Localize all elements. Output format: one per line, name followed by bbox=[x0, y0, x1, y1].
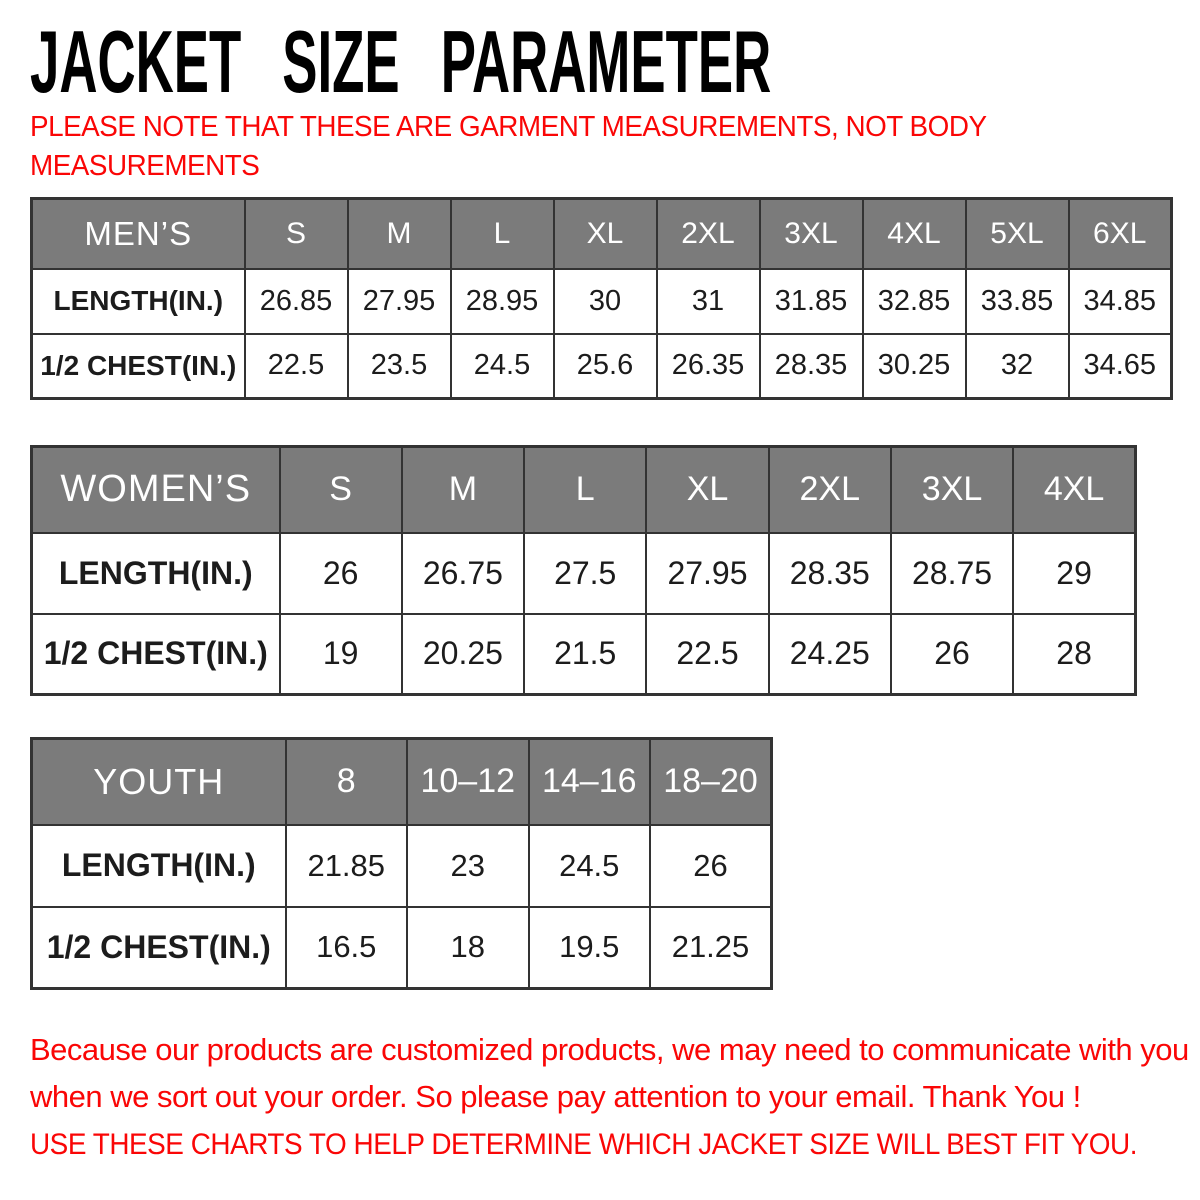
mens-size-header-cell: 5XL bbox=[966, 199, 1069, 269]
mens-value-cell: 31 bbox=[657, 269, 760, 334]
mens-value-cell: 27.95 bbox=[348, 269, 451, 334]
womens-size-table bbox=[30, 445, 1137, 696]
womens-value-cell: 21.5 bbox=[524, 614, 646, 695]
youth-size-header-cell: 18–20 bbox=[650, 739, 772, 825]
womens-value-cell: 28.75 bbox=[891, 533, 1013, 614]
womens-table bbox=[30, 445, 1137, 696]
mens-size-header-cell: L bbox=[451, 199, 554, 269]
youth-size-header-cell: 10–12 bbox=[407, 739, 529, 825]
womens-value-cell: 24.25 bbox=[769, 614, 891, 695]
mens-value-cell: 30.25 bbox=[863, 334, 966, 399]
womens-value-cell: 20.25 bbox=[402, 614, 524, 695]
mens-value-cell: 28.95 bbox=[451, 269, 554, 334]
youth-value-cell: 16.5 bbox=[286, 907, 408, 989]
mens-size-header-cell: 6XL bbox=[1069, 199, 1172, 269]
page-title: JACKET SIZE PARAMETER bbox=[30, 12, 772, 111]
mens-size-header-cell: 4XL bbox=[863, 199, 966, 269]
womens-value-cell: 26 bbox=[891, 614, 1013, 695]
garment-measurement-note bbox=[30, 108, 987, 186]
womens-size-header-cell: 3XL bbox=[891, 447, 1013, 533]
youth-size-header-cell: 8 bbox=[286, 739, 408, 825]
youth-value-cell: 18 bbox=[407, 907, 529, 989]
womens-size-header-cell: L bbox=[524, 447, 646, 533]
garment-measurement-note-line-1: PLEASE NOTE THAT THESE ARE GARMENT MEASUREMENTS, NOT BODY bbox=[30, 111, 987, 143]
womens-row-label-cell: 1/2 CHEST(IN.) bbox=[32, 614, 280, 695]
womens-value-cell: 28 bbox=[1013, 614, 1135, 695]
womens-value-cell: 26 bbox=[280, 533, 402, 614]
mens-value-cell: 25.6 bbox=[554, 334, 657, 399]
mens-size-table bbox=[30, 197, 1173, 400]
womens-value-cell: 22.5 bbox=[646, 614, 768, 695]
womens-value-cell: 29 bbox=[1013, 533, 1135, 614]
womens-value-cell: 27.5 bbox=[524, 533, 646, 614]
womens-size-header-cell: 4XL bbox=[1013, 447, 1135, 533]
womens-value-cell: 26.75 bbox=[402, 533, 524, 614]
mens-value-cell: 34.65 bbox=[1069, 334, 1172, 399]
mens-value-cell: 22.5 bbox=[245, 334, 348, 399]
womens-size-header-cell: M bbox=[402, 447, 524, 533]
mens-size-header-cell: M bbox=[348, 199, 451, 269]
mens-value-cell: 26.85 bbox=[245, 269, 348, 334]
mens-value-cell: 34.85 bbox=[1069, 269, 1172, 334]
womens-value-cell: 19 bbox=[280, 614, 402, 695]
youth-value-cell: 21.85 bbox=[286, 825, 408, 907]
youth-table bbox=[30, 737, 773, 990]
mens-value-cell: 32 bbox=[966, 334, 1069, 399]
customization-notice-line-2: when we sort out your order. So please pay attention to your email. Thank You ! bbox=[30, 1079, 1081, 1114]
youth-measurement-row bbox=[32, 907, 772, 989]
womens-category-header-cell: WOMEN’S bbox=[32, 447, 280, 533]
mens-size-header-cell: 2XL bbox=[657, 199, 760, 269]
mens-value-cell: 24.5 bbox=[451, 334, 554, 399]
youth-row-label-cell: 1/2 CHEST(IN.) bbox=[32, 907, 286, 989]
fit-advice-text: USE THESE CHARTS TO HELP DETERMINE WHICH JACKET SIZE WILL BEST FIT YOU. bbox=[30, 1128, 1138, 1161]
mens-value-cell: 28.35 bbox=[760, 334, 863, 399]
mens-size-header-cell: XL bbox=[554, 199, 657, 269]
mens-table bbox=[30, 197, 1173, 400]
youth-header-row bbox=[32, 739, 772, 825]
womens-value-cell: 27.95 bbox=[646, 533, 768, 614]
youth-measurement-row bbox=[32, 825, 772, 907]
youth-row-label-cell: LENGTH(IN.) bbox=[32, 825, 286, 907]
mens-size-header-cell: S bbox=[245, 199, 348, 269]
youth-value-cell: 19.5 bbox=[529, 907, 651, 989]
youth-value-cell: 26 bbox=[650, 825, 772, 907]
youth-value-cell: 23 bbox=[407, 825, 529, 907]
youth-value-cell: 24.5 bbox=[529, 825, 651, 907]
womens-size-header-cell: 2XL bbox=[769, 447, 891, 533]
womens-size-header-cell: XL bbox=[646, 447, 768, 533]
mens-header-row bbox=[32, 199, 1172, 269]
womens-measurement-row bbox=[32, 533, 1136, 614]
mens-value-cell: 31.85 bbox=[760, 269, 863, 334]
womens-value-cell: 28.35 bbox=[769, 533, 891, 614]
mens-value-cell: 23.5 bbox=[348, 334, 451, 399]
mens-row-label-cell: 1/2 CHEST(IN.) bbox=[32, 334, 245, 399]
mens-row-label-cell: LENGTH(IN.) bbox=[32, 269, 245, 334]
youth-size-table bbox=[30, 737, 773, 990]
mens-value-cell: 30 bbox=[554, 269, 657, 334]
youth-value-cell: 21.25 bbox=[650, 907, 772, 989]
mens-measurement-row bbox=[32, 269, 1172, 334]
garment-measurement-note-line-2: MEASUREMENTS bbox=[30, 150, 260, 182]
womens-measurement-row bbox=[32, 614, 1136, 695]
mens-value-cell: 32.85 bbox=[863, 269, 966, 334]
mens-value-cell: 33.85 bbox=[966, 269, 1069, 334]
youth-category-header-cell: YOUTH bbox=[32, 739, 286, 825]
womens-size-header-cell: S bbox=[280, 447, 402, 533]
womens-header-row bbox=[32, 447, 1136, 533]
customization-notice bbox=[30, 1026, 1189, 1120]
youth-size-header-cell: 14–16 bbox=[529, 739, 651, 825]
mens-size-header-cell: 3XL bbox=[760, 199, 863, 269]
mens-measurement-row bbox=[32, 334, 1172, 399]
mens-value-cell: 26.35 bbox=[657, 334, 760, 399]
womens-row-label-cell: LENGTH(IN.) bbox=[32, 533, 280, 614]
customization-notice-line-1: Because our products are customized products, we may need to communicate with you bbox=[30, 1032, 1189, 1067]
mens-category-header-cell: MEN’S bbox=[32, 199, 245, 269]
